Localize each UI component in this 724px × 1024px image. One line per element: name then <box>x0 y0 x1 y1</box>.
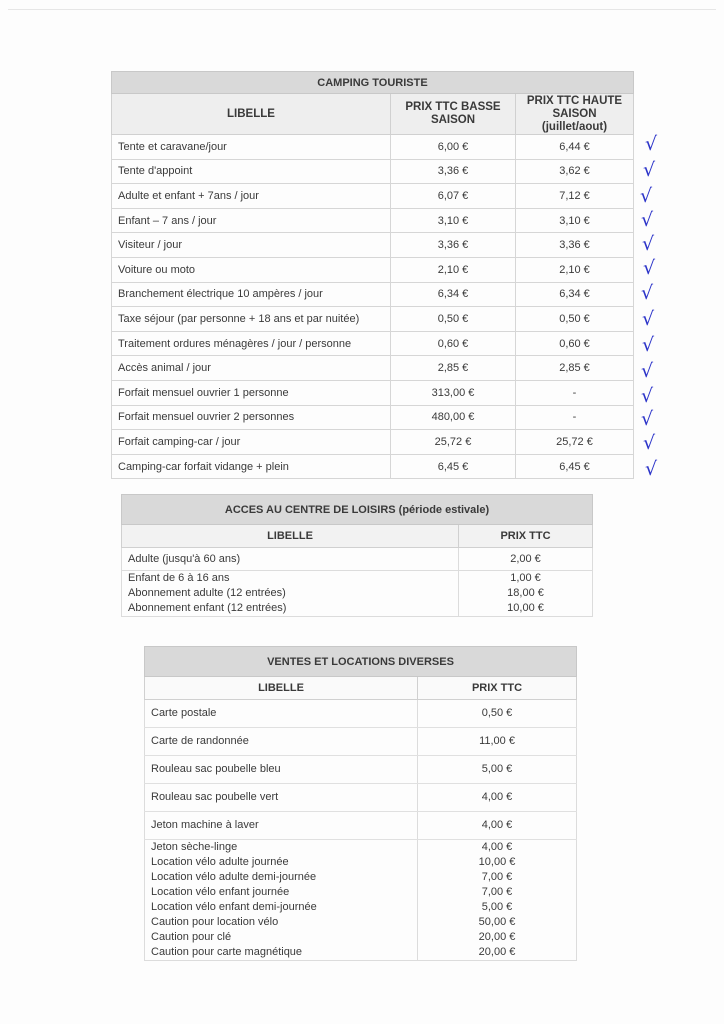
price-basse: 0,60 € <box>391 331 516 356</box>
checkmark-icon: √ <box>645 133 658 155</box>
checkmark-icon: √ <box>643 159 656 181</box>
price-haute: 0,50 € <box>516 307 634 332</box>
table-row <box>112 405 634 430</box>
price-haute: 3,36 € <box>516 233 634 258</box>
table-row <box>145 930 577 945</box>
checkmark-icon: √ <box>642 334 655 356</box>
table-row <box>112 356 634 381</box>
checkmark-icon: √ <box>643 432 656 454</box>
price: 4,00 € <box>418 812 577 840</box>
table-row <box>145 945 577 961</box>
row-label: Caution pour carte magnétique <box>145 945 418 961</box>
price: 7,00 € <box>418 870 577 885</box>
price-haute: 6,34 € <box>516 282 634 307</box>
checkmark-icon: √ <box>643 257 656 279</box>
table-row <box>112 307 634 332</box>
checkmark-icon: √ <box>641 282 654 304</box>
checkmark-icon: √ <box>642 308 655 330</box>
price-haute: - <box>516 380 634 405</box>
table-row <box>145 870 577 885</box>
price-haute: 3,10 € <box>516 208 634 233</box>
row-label: Abonnement enfant (12 entrées) <box>122 601 459 617</box>
row-label: Forfait camping-car / jour <box>112 430 391 455</box>
row-label: Adulte et enfant + 7ans / jour <box>112 184 391 209</box>
row-label: Adulte (jusqu'à 60 ans) <box>122 548 459 571</box>
row-label: Caution pour clé <box>145 930 418 945</box>
table-row <box>112 282 634 307</box>
price: 1,00 € <box>459 571 593 587</box>
column-header-prix: PRIX TTC <box>418 677 577 700</box>
price: 5,00 € <box>418 900 577 915</box>
row-label: Location vélo adulte journée <box>145 855 418 870</box>
price-basse: 313,00 € <box>391 380 516 405</box>
price: 20,00 € <box>418 930 577 945</box>
table-row <box>112 135 634 160</box>
price: 7,00 € <box>418 885 577 900</box>
price-basse: 6,34 € <box>391 282 516 307</box>
row-label: Camping-car forfait vidange + plein <box>112 454 391 479</box>
table-row <box>112 159 634 184</box>
table-row <box>122 571 593 587</box>
price-haute: 25,72 € <box>516 430 634 455</box>
table-row <box>112 454 634 479</box>
row-label: Location vélo enfant demi-journée <box>145 900 418 915</box>
price: 0,50 € <box>418 700 577 728</box>
price-basse: 2,10 € <box>391 257 516 282</box>
row-label: Forfait mensuel ouvrier 2 personnes <box>112 405 391 430</box>
page-top-rule <box>8 9 716 10</box>
loisirs-table-title: ACCES AU CENTRE DE LOISIRS (période estivale) <box>122 495 593 525</box>
column-header-libelle: LIBELLE <box>122 525 459 548</box>
price: 4,00 € <box>418 840 577 856</box>
checkmark-icon: √ <box>641 408 654 430</box>
table-row <box>122 601 593 617</box>
row-label: Branchement électrique 10 ampères / jour <box>112 282 391 307</box>
price-haute: 2,85 € <box>516 356 634 381</box>
price-basse: 6,00 € <box>391 135 516 160</box>
price: 5,00 € <box>418 756 577 784</box>
row-label: Taxe séjour (par personne + 18 ans et par nuitée) <box>112 307 391 332</box>
table-row <box>112 331 634 356</box>
column-header-prix-basse: PRIX TTC BASSE SAISON <box>391 94 516 135</box>
row-label: Rouleau sac poubelle vert <box>145 784 418 812</box>
centre-loisirs-table <box>121 494 593 617</box>
table-row <box>145 812 577 840</box>
table-row <box>145 700 577 728</box>
price: 2,00 € <box>459 548 593 571</box>
column-header-prix-haute: PRIX TTC HAUTE SAISON (juillet/aout) <box>516 94 634 135</box>
table-row <box>145 915 577 930</box>
table-row <box>145 900 577 915</box>
checkmark-icon: √ <box>641 385 654 407</box>
camping-table-title: CAMPING TOURISTE <box>112 72 634 94</box>
table-row <box>145 840 577 856</box>
ventes-table-title: VENTES ET LOCATIONS DIVERSES <box>145 647 577 677</box>
row-label: Tente et caravane/jour <box>112 135 391 160</box>
price-haute: 0,60 € <box>516 331 634 356</box>
table-row <box>145 784 577 812</box>
checkmark-icon: √ <box>641 360 654 382</box>
camping-touriste-table <box>111 71 634 479</box>
row-label: Jeton sèche-linge <box>145 840 418 856</box>
row-label: Visiteur / jour <box>112 233 391 258</box>
table-row <box>122 586 593 601</box>
price-basse: 2,85 € <box>391 356 516 381</box>
table-row <box>112 184 634 209</box>
table-row <box>112 430 634 455</box>
table-row <box>112 380 634 405</box>
table-row <box>122 548 593 571</box>
row-label: Jeton machine à laver <box>145 812 418 840</box>
row-label: Voiture ou moto <box>112 257 391 282</box>
row-label: Carte de randonnée <box>145 728 418 756</box>
row-label: Location vélo enfant journée <box>145 885 418 900</box>
price-basse: 480,00 € <box>391 405 516 430</box>
price: 4,00 € <box>418 784 577 812</box>
table-row <box>112 257 634 282</box>
price: 10,00 € <box>418 855 577 870</box>
table-row <box>145 855 577 870</box>
column-header-libelle: LIBELLE <box>145 677 418 700</box>
price-basse: 6,45 € <box>391 454 516 479</box>
price: 20,00 € <box>418 945 577 961</box>
column-header-libelle: LIBELLE <box>112 94 391 135</box>
row-label: Abonnement adulte (12 entrées) <box>122 586 459 601</box>
column-header-prix: PRIX TTC <box>459 525 593 548</box>
price-basse: 3,36 € <box>391 233 516 258</box>
price: 10,00 € <box>459 601 593 617</box>
table-row <box>145 756 577 784</box>
price: 18,00 € <box>459 586 593 601</box>
checkmark-icon: √ <box>640 185 653 207</box>
price-haute: 3,62 € <box>516 159 634 184</box>
price-basse: 3,36 € <box>391 159 516 184</box>
checkmark-icon: √ <box>641 209 654 231</box>
price: 11,00 € <box>418 728 577 756</box>
row-label: Enfant – 7 ans / jour <box>112 208 391 233</box>
row-label: Location vélo adulte demi-journée <box>145 870 418 885</box>
checkmark-icon: √ <box>645 458 658 480</box>
price-basse: 3,10 € <box>391 208 516 233</box>
table-row <box>112 208 634 233</box>
ventes-locations-table <box>144 646 577 961</box>
price-basse: 25,72 € <box>391 430 516 455</box>
table-row <box>112 233 634 258</box>
price-haute: 7,12 € <box>516 184 634 209</box>
row-label: Traitement ordures ménagères / jour / personne <box>112 331 391 356</box>
row-label: Carte postale <box>145 700 418 728</box>
price-haute: - <box>516 405 634 430</box>
row-label: Tente d'appoint <box>112 159 391 184</box>
row-label: Caution pour location vélo <box>145 915 418 930</box>
table-row <box>145 728 577 756</box>
price-basse: 0,50 € <box>391 307 516 332</box>
price-haute: 6,45 € <box>516 454 634 479</box>
row-label: Accès animal / jour <box>112 356 391 381</box>
table-row <box>145 885 577 900</box>
row-label: Rouleau sac poubelle bleu <box>145 756 418 784</box>
price-basse: 6,07 € <box>391 184 516 209</box>
price-haute: 2,10 € <box>516 257 634 282</box>
checkmark-icon: √ <box>642 233 655 255</box>
price: 50,00 € <box>418 915 577 930</box>
row-label: Forfait mensuel ouvrier 1 personne <box>112 380 391 405</box>
row-label: Enfant de 6 à 16 ans <box>122 571 459 587</box>
price-haute: 6,44 € <box>516 135 634 160</box>
